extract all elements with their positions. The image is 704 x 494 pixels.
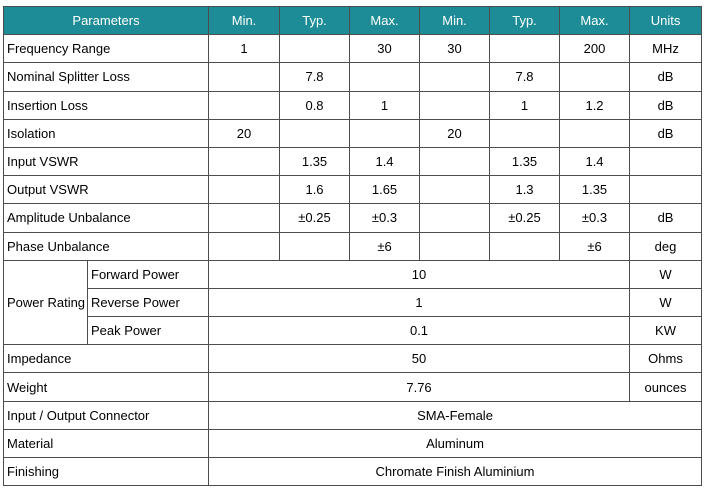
unit-cell xyxy=(630,147,702,175)
param-label: Amplitude Unbalance xyxy=(4,204,209,232)
unit-cell: dB xyxy=(630,91,702,119)
value-cell: 1.35 xyxy=(560,176,630,204)
table-row xyxy=(4,176,702,204)
unit-cell: MHz xyxy=(630,35,702,63)
value-cell xyxy=(209,204,280,232)
impedance-value: 50 xyxy=(209,345,630,373)
param-label: Finishing xyxy=(4,458,209,486)
value-cell xyxy=(209,176,280,204)
unit-cell: dB xyxy=(630,63,702,91)
value-cell: 1.35 xyxy=(280,147,350,175)
connector-value: SMA-Female xyxy=(209,401,702,429)
value-cell: 1 xyxy=(209,35,280,63)
value-cell: 20 xyxy=(420,119,490,147)
value-cell xyxy=(209,147,280,175)
table-row xyxy=(4,401,702,429)
header-max-2: Max. xyxy=(560,7,630,35)
value-cell: ±0.3 xyxy=(350,204,420,232)
power-rating-label: Power Rating xyxy=(4,260,88,345)
table-row xyxy=(4,119,702,147)
unit-cell: W xyxy=(630,260,702,288)
value-cell xyxy=(280,35,350,63)
value-cell: ±0.25 xyxy=(280,204,350,232)
value-cell: 7.8 xyxy=(490,63,560,91)
header-min-1: Min. xyxy=(209,7,280,35)
param-label: Insertion Loss xyxy=(4,91,209,119)
table-row xyxy=(4,260,702,288)
value-cell: 1 xyxy=(350,91,420,119)
power-sub-label: Forward Power xyxy=(88,260,209,288)
value-cell xyxy=(209,232,280,260)
weight-value: 7.76 xyxy=(209,373,630,401)
value-cell: ±0.25 xyxy=(490,204,560,232)
value-cell xyxy=(490,35,560,63)
value-cell: 1.4 xyxy=(350,147,420,175)
table-row xyxy=(4,91,702,119)
value-cell: 20 xyxy=(209,119,280,147)
value-cell: 1.65 xyxy=(350,176,420,204)
value-cell: 200 xyxy=(560,35,630,63)
unit-cell: Ohms xyxy=(630,345,702,373)
value-cell: 1 xyxy=(490,91,560,119)
table-row xyxy=(4,204,702,232)
table-row xyxy=(4,458,702,486)
param-label: Isolation xyxy=(4,119,209,147)
value-cell xyxy=(420,147,490,175)
value-cell xyxy=(420,91,490,119)
value-cell: 30 xyxy=(420,35,490,63)
param-label: Input / Output Connector xyxy=(4,401,209,429)
header-row xyxy=(4,7,702,35)
table-row xyxy=(4,288,702,316)
power-value: 0.1 xyxy=(209,317,630,345)
value-cell: 1.35 xyxy=(490,147,560,175)
header-min-2: Min. xyxy=(420,7,490,35)
value-cell: ±6 xyxy=(350,232,420,260)
header-max-1: Max. xyxy=(350,7,420,35)
finishing-value: Chromate Finish Aluminium xyxy=(209,458,702,486)
table-row xyxy=(4,232,702,260)
table-row xyxy=(4,373,702,401)
param-label: Input VSWR xyxy=(4,147,209,175)
value-cell: 30 xyxy=(350,35,420,63)
param-label: Nominal Splitter Loss xyxy=(4,63,209,91)
specifications-table xyxy=(3,6,702,486)
unit-cell xyxy=(630,176,702,204)
material-value: Aluminum xyxy=(209,429,702,457)
table-row xyxy=(4,63,702,91)
header-parameters: Parameters xyxy=(4,7,209,35)
table-row xyxy=(4,147,702,175)
value-cell: ±0.3 xyxy=(560,204,630,232)
header-units: Units xyxy=(630,7,702,35)
param-label: Material xyxy=(4,429,209,457)
param-label: Frequency Range xyxy=(4,35,209,63)
value-cell xyxy=(420,176,490,204)
param-label: Impedance xyxy=(4,345,209,373)
unit-cell: KW xyxy=(630,317,702,345)
table-row xyxy=(4,317,702,345)
value-cell: 1.4 xyxy=(560,147,630,175)
header-typ-2: Typ. xyxy=(490,7,560,35)
table-row xyxy=(4,345,702,373)
value-cell xyxy=(490,119,560,147)
param-label: Weight xyxy=(4,373,209,401)
value-cell xyxy=(350,63,420,91)
value-cell xyxy=(490,232,560,260)
header-typ-1: Typ. xyxy=(280,7,350,35)
unit-cell: dB xyxy=(630,119,702,147)
value-cell: ±6 xyxy=(560,232,630,260)
value-cell: 1.3 xyxy=(490,176,560,204)
value-cell: 7.8 xyxy=(280,63,350,91)
power-value: 10 xyxy=(209,260,630,288)
value-cell xyxy=(350,119,420,147)
value-cell xyxy=(420,63,490,91)
param-label: Phase Unbalance xyxy=(4,232,209,260)
value-cell xyxy=(280,119,350,147)
unit-cell: W xyxy=(630,288,702,316)
value-cell xyxy=(280,232,350,260)
unit-cell: dB xyxy=(630,204,702,232)
value-cell xyxy=(209,63,280,91)
value-cell xyxy=(420,232,490,260)
unit-cell: deg xyxy=(630,232,702,260)
power-sub-label: Reverse Power xyxy=(88,288,209,316)
power-value: 1 xyxy=(209,288,630,316)
value-cell xyxy=(209,91,280,119)
power-sub-label: Peak Power xyxy=(88,317,209,345)
value-cell xyxy=(560,63,630,91)
value-cell xyxy=(420,204,490,232)
table-row xyxy=(4,35,702,63)
value-cell: 0.8 xyxy=(280,91,350,119)
param-label: Output VSWR xyxy=(4,176,209,204)
unit-cell: ounces xyxy=(630,373,702,401)
value-cell: 1.2 xyxy=(560,91,630,119)
value-cell: 1.6 xyxy=(280,176,350,204)
table-row xyxy=(4,429,702,457)
value-cell xyxy=(560,119,630,147)
